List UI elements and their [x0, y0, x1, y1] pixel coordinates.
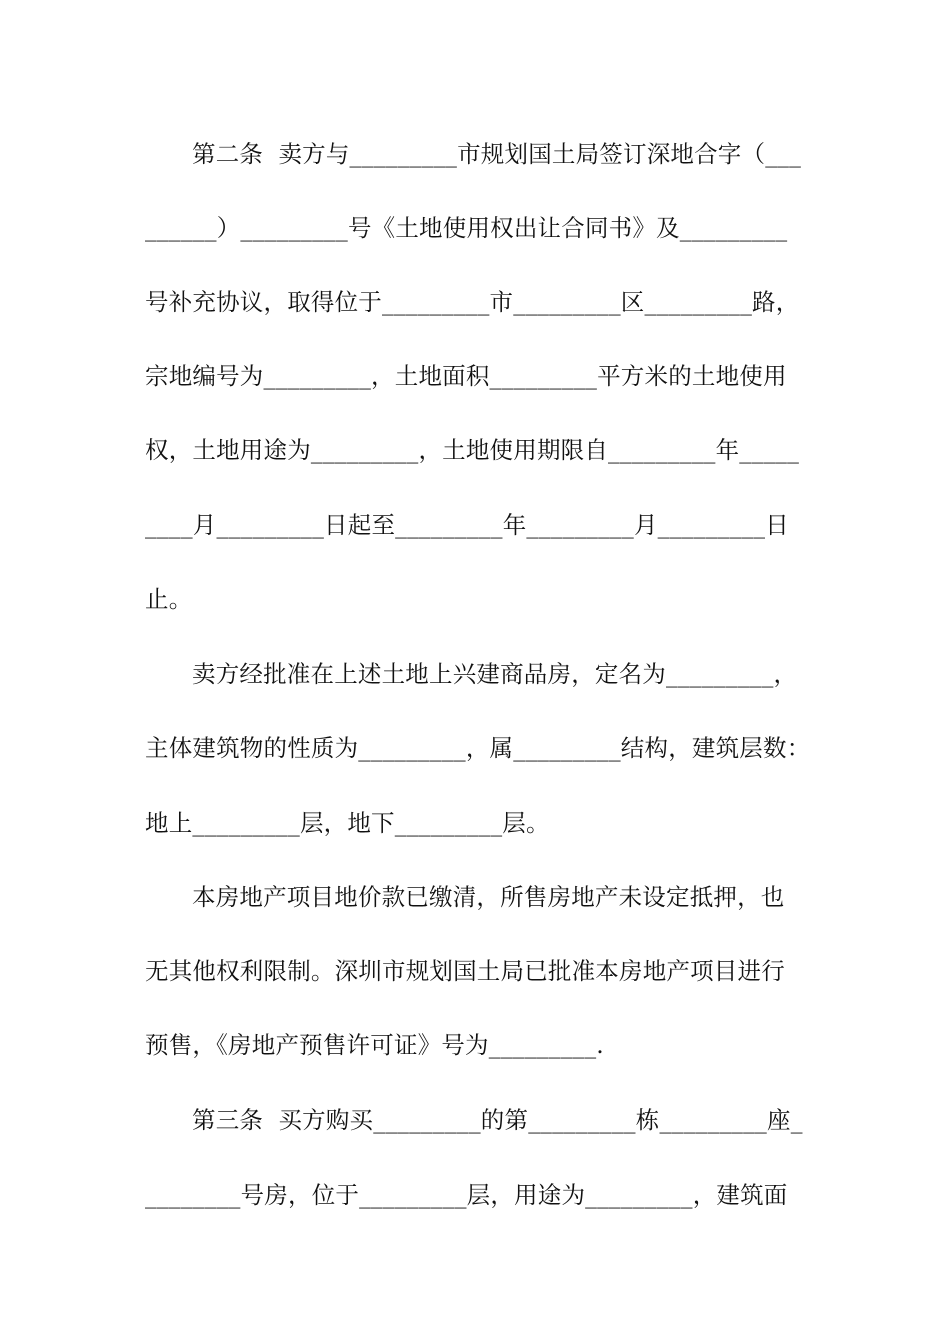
article-2-line-7: 止。	[145, 585, 193, 613]
article-2-line-2: ______）_________号《土地使用权出让合同书》及_________	[145, 214, 788, 242]
paragraph-3-line-1: 本房地产项目地价款已缴清，所售房地产未设定抵押，也	[192, 883, 785, 911]
paragraph-2-line-1: 卖方经批准在上述土地上兴建商品房，定名为_________，	[192, 660, 798, 688]
article-3-line-2: ________号房，位于_________层，用途为_________，建筑面	[145, 1181, 788, 1209]
paragraph-2-line-3: 地上_________层，地下_________层。	[145, 809, 550, 837]
article-2-line-3: 号补充协议，取得位于_________市_________区_________路，	[145, 288, 800, 316]
paragraph-2-line-2: 主体建筑物的性质为_________，属_________结构，建筑层数：	[145, 734, 811, 762]
article-3-line-1: 第三条 买方购买_________的第_________栋_________座_	[192, 1106, 803, 1134]
article-2-line-4: 宗地编号为_________，土地面积_________平方米的土地使用	[145, 362, 787, 390]
article-2-line-1: 第二条 卖方与_________市规划国土局签订深地合字（___	[192, 140, 802, 168]
paragraph-3-line-2: 无其他权利限制。深圳市规划国土局已批准本房地产项目进行	[145, 957, 785, 985]
paragraph-3-line-3: 预售，《房地产预售许可证》号为_________.	[145, 1031, 604, 1059]
article-2-line-5: 权，土地用途为_________，土地使用期限自_________年_____	[145, 436, 800, 464]
article-2-line-6: ____月_________日起至_________年_________月_________日	[145, 511, 789, 539]
